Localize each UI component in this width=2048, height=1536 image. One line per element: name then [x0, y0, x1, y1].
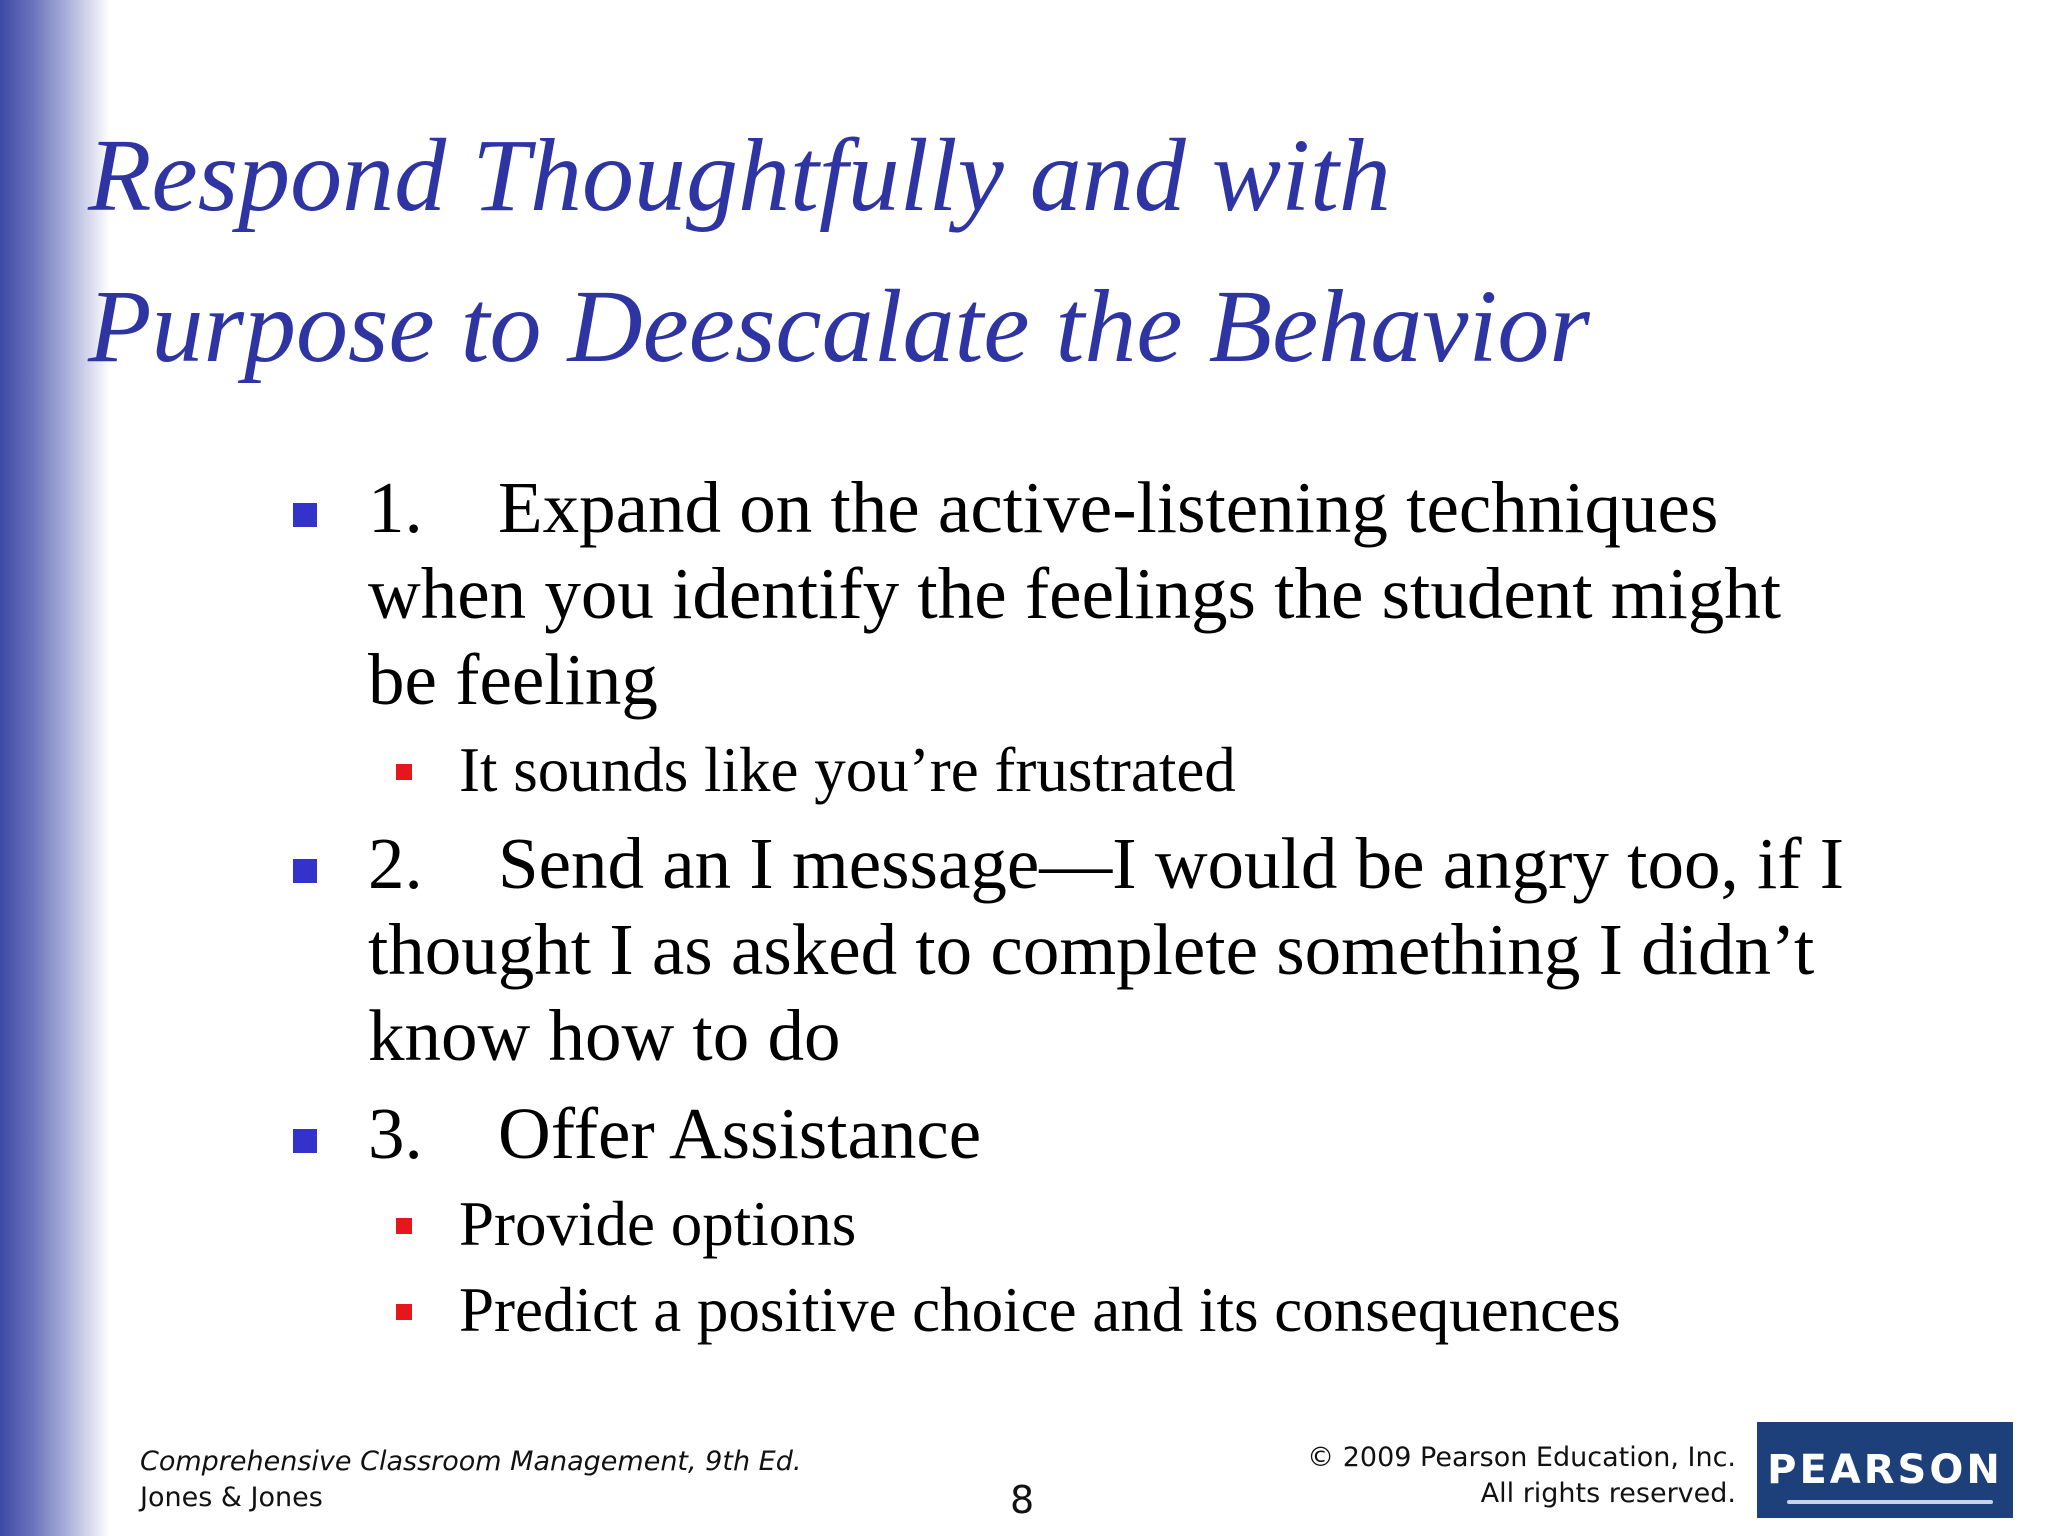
bullet-item-3 — [290, 1091, 2010, 1177]
item-text-line: be feeling — [368, 639, 658, 720]
sub-bullet-item — [290, 1185, 2010, 1263]
logo-text: PEARSON — [1767, 1447, 2003, 1493]
slide-title — [88, 100, 2008, 402]
sub-item-text: Provide options — [459, 1189, 857, 1259]
book-title: Comprehensive Classroom Management, 9th Ed. — [140, 1446, 802, 1477]
copyright-text: © 2009 Pearson Education, Inc. — [1307, 1442, 1736, 1473]
item-text-line: Send an I message—I would be angry too, if I — [498, 823, 1845, 904]
square-bullet-icon — [293, 859, 317, 883]
sub-bullet-item — [290, 731, 2010, 809]
rights-text: All rights reserved. — [1480, 1478, 1736, 1509]
item-number: 1. — [368, 467, 423, 548]
book-authors: Jones & Jones — [140, 1482, 323, 1513]
sub-bullet-item — [290, 1271, 2010, 1349]
logo-swoosh-icon — [1787, 1500, 1993, 1504]
sub-item-text: It sounds like you’re frustrated — [459, 735, 1236, 805]
footer-copyright — [1307, 1440, 1736, 1512]
item-text-line: thought I as asked to complete something I didn’t — [368, 909, 1815, 990]
slide-title-line-2: Purpose to Deescalate the Behavior — [88, 269, 1590, 384]
slide-title-line-1: Respond Thoughtfully and with — [88, 118, 1391, 233]
slide-body — [290, 465, 2010, 1349]
square-bullet-icon — [396, 1304, 412, 1320]
item-number: 3. — [368, 1093, 423, 1174]
square-bullet-icon — [293, 503, 317, 527]
item-text-line: know how to do — [368, 995, 841, 1076]
square-bullet-icon — [396, 764, 412, 780]
pearson-logo — [1757, 1422, 2013, 1518]
square-bullet-icon — [396, 1218, 412, 1234]
sub-item-text: Predict a positive choice and its consequences — [459, 1275, 1621, 1345]
item-number: 2. — [368, 823, 423, 904]
bullet-item-1 — [290, 465, 2010, 723]
item-text-line: Expand on the active-listening techniques — [498, 467, 1719, 548]
page-number: 8 — [1010, 1478, 1035, 1522]
square-bullet-icon — [293, 1129, 317, 1153]
item-text-line: when you identify the feelings the student might — [368, 553, 1782, 634]
bullet-item-2 — [290, 821, 2010, 1079]
footer-citation — [140, 1444, 801, 1516]
item-text-line: Offer Assistance — [498, 1093, 982, 1174]
